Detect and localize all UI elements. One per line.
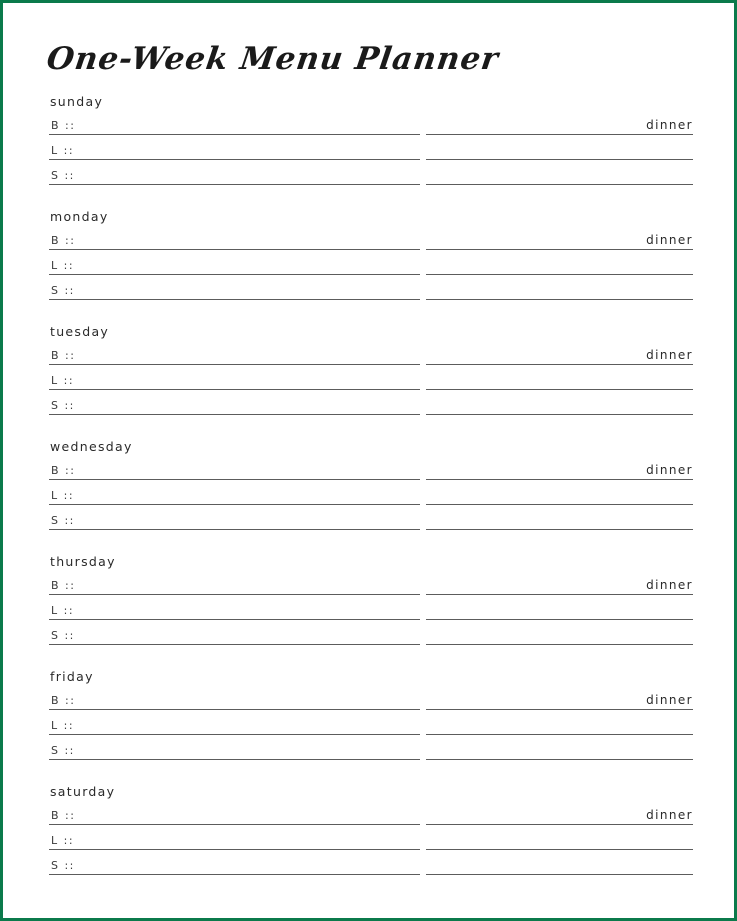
meal-entry-line[interactable]: [49, 483, 420, 505]
dinner-entry-line[interactable]: [426, 483, 693, 505]
meal-entry-line[interactable]: [49, 138, 420, 160]
meal-label: S ::: [51, 859, 75, 872]
dinner-entry-line[interactable]: [426, 803, 693, 825]
meal-entry-line[interactable]: [49, 623, 420, 645]
day-section-2: [3, 324, 737, 439]
dinner-entry-line[interactable]: [426, 458, 693, 480]
dinner-entry-line[interactable]: [426, 343, 693, 365]
day-section-4: [3, 554, 737, 669]
day-section-6: [3, 784, 737, 899]
meal-label: L ::: [51, 604, 75, 617]
meal-label: L ::: [51, 374, 75, 387]
meal-entry-line[interactable]: [49, 803, 420, 825]
day-section-0: [3, 94, 737, 209]
meal-entry-line[interactable]: [49, 458, 420, 480]
dinner-entry-line[interactable]: [426, 623, 693, 645]
day-section-3: [3, 439, 737, 554]
dinner-label: dinner: [646, 348, 693, 362]
meal-entry-line[interactable]: [49, 163, 420, 185]
meal-entry-line[interactable]: [49, 598, 420, 620]
meal-label: L ::: [51, 719, 75, 732]
dinner-entry-line[interactable]: [426, 228, 693, 250]
meal-row: [3, 138, 737, 163]
dinner-entry-line[interactable]: [426, 713, 693, 735]
meal-row: [3, 803, 737, 828]
meal-row: [3, 163, 737, 188]
meal-label: S ::: [51, 744, 75, 757]
dinner-entry-line[interactable]: [426, 688, 693, 710]
dinner-entry-line[interactable]: [426, 368, 693, 390]
meal-label: B ::: [51, 809, 76, 822]
meal-label: L ::: [51, 144, 75, 157]
dinner-label: dinner: [646, 463, 693, 477]
day-label: wednesday: [50, 439, 133, 454]
meal-entry-line[interactable]: [49, 853, 420, 875]
meal-label: B ::: [51, 234, 76, 247]
meal-row: [3, 623, 737, 648]
meal-row: [3, 688, 737, 713]
meal-label: B ::: [51, 349, 76, 362]
meal-entry-line[interactable]: [49, 253, 420, 275]
meal-label: L ::: [51, 489, 75, 502]
meal-row: [3, 228, 737, 253]
meal-label: L ::: [51, 834, 75, 847]
meal-row: [3, 598, 737, 623]
meal-entry-line[interactable]: [49, 393, 420, 415]
meal-row: [3, 253, 737, 278]
dinner-entry-line[interactable]: [426, 278, 693, 300]
meal-row: [3, 483, 737, 508]
dinner-entry-line[interactable]: [426, 113, 693, 135]
meal-entry-line[interactable]: [49, 688, 420, 710]
meal-row: [3, 738, 737, 763]
meal-row: [3, 508, 737, 533]
meal-entry-line[interactable]: [49, 828, 420, 850]
dinner-entry-line[interactable]: [426, 573, 693, 595]
dinner-entry-line[interactable]: [426, 163, 693, 185]
dinner-label: dinner: [646, 693, 693, 707]
meal-label: B ::: [51, 579, 76, 592]
meal-label: B ::: [51, 119, 76, 132]
dinner-label: dinner: [646, 808, 693, 822]
dinner-label: dinner: [646, 233, 693, 247]
meal-row: [3, 458, 737, 483]
dinner-entry-line[interactable]: [426, 253, 693, 275]
day-label: monday: [50, 209, 109, 224]
meal-entry-line[interactable]: [49, 573, 420, 595]
meal-entry-line[interactable]: [49, 368, 420, 390]
dinner-entry-line[interactable]: [426, 138, 693, 160]
meal-row: [3, 828, 737, 853]
meal-label: S ::: [51, 514, 75, 527]
meal-row: [3, 853, 737, 878]
meal-entry-line[interactable]: [49, 343, 420, 365]
meal-label: B ::: [51, 694, 76, 707]
meal-row: [3, 393, 737, 418]
dinner-entry-line[interactable]: [426, 853, 693, 875]
meal-entry-line[interactable]: [49, 113, 420, 135]
dinner-entry-line[interactable]: [426, 598, 693, 620]
day-section-1: [3, 209, 737, 324]
dinner-label: dinner: [646, 118, 693, 132]
meal-label: S ::: [51, 399, 75, 412]
meal-label: S ::: [51, 629, 75, 642]
meal-label: L ::: [51, 259, 75, 272]
day-label: friday: [50, 669, 94, 684]
meal-entry-line[interactable]: [49, 713, 420, 735]
meal-row: [3, 573, 737, 598]
day-label: thursday: [50, 554, 116, 569]
dinner-entry-line[interactable]: [426, 508, 693, 530]
dinner-entry-line[interactable]: [426, 393, 693, 415]
meal-entry-line[interactable]: [49, 278, 420, 300]
day-label: sunday: [50, 94, 104, 109]
meal-label: S ::: [51, 169, 75, 182]
page-title: One-Week Menu Planner: [44, 41, 502, 77]
meal-row: [3, 113, 737, 138]
dinner-entry-line[interactable]: [426, 738, 693, 760]
meal-row: [3, 713, 737, 738]
meal-label: B ::: [51, 464, 76, 477]
dinner-label: dinner: [646, 578, 693, 592]
day-label: saturday: [50, 784, 116, 799]
dinner-entry-line[interactable]: [426, 828, 693, 850]
meal-entry-line[interactable]: [49, 508, 420, 530]
day-section-5: [3, 669, 737, 784]
meal-row: [3, 368, 737, 393]
meal-label: S ::: [51, 284, 75, 297]
meal-row: [3, 278, 737, 303]
meal-entry-line[interactable]: [49, 738, 420, 760]
meal-entry-line[interactable]: [49, 228, 420, 250]
meal-row: [3, 343, 737, 368]
day-label: tuesday: [50, 324, 110, 339]
